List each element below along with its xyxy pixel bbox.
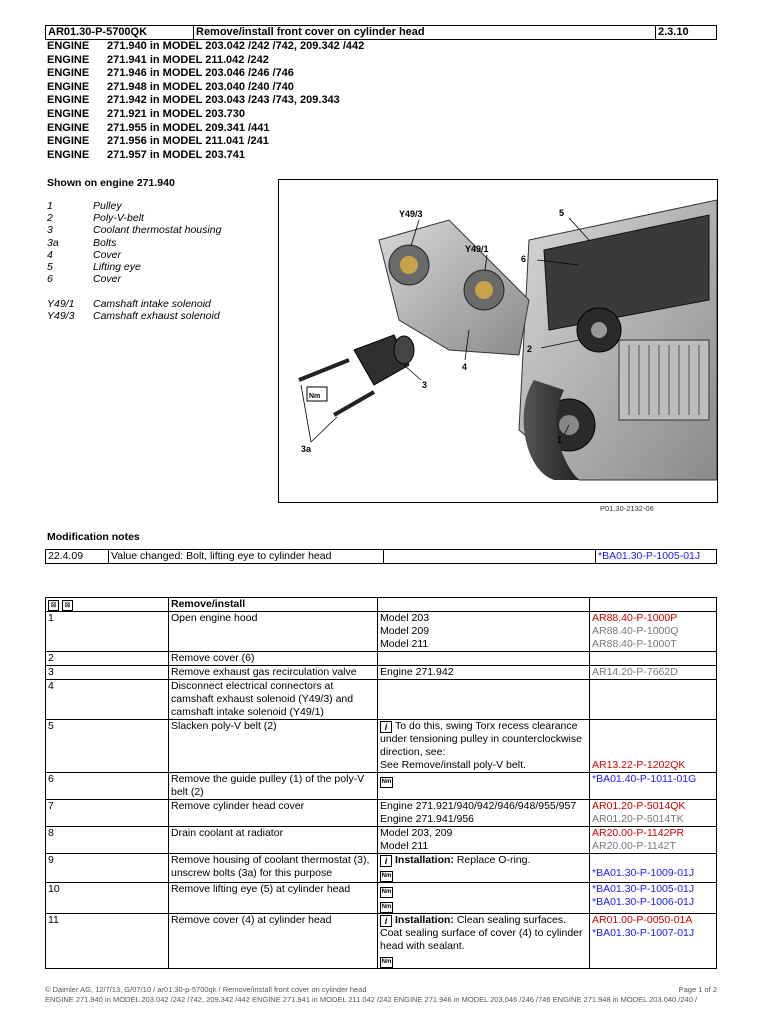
step-description: Remove exhaust gas recirculation valve [169,666,378,680]
reference-line [592,914,714,927]
mod-date: 22.4.09 [46,550,109,564]
reference-link[interactable]: AR88.40-P-1000P [592,612,678,624]
engine-label: ENGINE [47,53,90,66]
legend-text: Camshaft intake solenoid [93,297,211,310]
step-details [378,914,590,969]
detail-text: Engine 271.921/940/942/946/948/955/957 [380,800,577,812]
legend-text: Camshaft exhaust solenoid [93,309,220,322]
detail-text: See Remove/install poly-V belt. [380,759,526,771]
legend-item [47,261,221,273]
detail-text: Model 203 [380,612,430,624]
legend-text: Poly-V-belt [93,212,144,225]
step-details [378,800,590,827]
step-description: Remove cover (6) [169,652,378,666]
reference-line [592,800,714,813]
engine-models: 271.957 in MODEL 203.741 [107,148,245,161]
detail-text: Model 203, 209 [380,827,453,839]
detail-text: Model 211 [380,840,429,852]
modification-table [45,549,717,564]
detail-line [380,625,587,638]
reference-line [592,867,714,880]
step-description: Disconnect electrical connectors at camshaft exhaust solenoid (Y49/3) and camshaft intake solenoid (Y49/1) [169,680,378,720]
detail-line [380,773,587,788]
step-number: 10 [46,883,169,914]
table-row [46,800,717,827]
step-details [378,666,590,680]
engine-row [47,67,364,81]
reference-link[interactable]: AR20.00-P-1142T [592,840,676,852]
step-references [590,612,717,652]
reference-line [592,773,714,786]
detail-line [380,953,587,968]
reference-link[interactable]: *BA01.30-P-1005-01J [592,883,695,895]
legend-text: Bolts [93,236,117,249]
legend-item [47,200,221,212]
label-3a: 3a [301,444,312,454]
page-footer [45,985,717,1005]
legend-key: 3a [47,236,59,249]
engine-label: ENGINE [47,135,90,148]
label-1: 1 [557,435,563,445]
detail-text: To do this, swing Torx recess clearance under tensioning pulley in counterclockwise direction, see: [380,720,582,758]
label-6: 6 [521,254,527,264]
engine-models: 271.948 in MODEL 203.040 /240 /740 [107,80,294,93]
step-details [378,827,590,854]
step-description: Slacken poly-V belt (2) [169,720,378,773]
step-details [378,854,590,883]
engine-label: ENGINE [47,94,90,107]
step-number: 11 [46,914,169,969]
reference-line [592,638,714,651]
table-row [46,827,717,854]
doc-id: AR01.30-P-5700QK [46,26,194,40]
step-references [590,854,717,883]
detail-line [380,898,587,913]
engine-label: ENGINE [47,40,90,52]
detail-text: Model 211 [380,638,429,650]
engine-models: 271.941 in MODEL 211.042 /242 [107,53,269,66]
info-icon: i [380,855,392,867]
engine-row [47,122,364,136]
detail-line [380,612,587,625]
step-number: 9 [46,854,169,883]
reference-link[interactable]: AR88.40-P-1000Q [592,625,679,637]
step-number: 3 [46,666,169,680]
step-details [378,612,590,652]
label-5: 5 [559,208,565,218]
detail-text: Model 209 [380,625,430,637]
detail-bold: Installation: [395,914,454,926]
tool-icon: ⊠ [62,600,73,611]
step-references [590,827,717,854]
engine-models: 271.956 in MODEL 211.041 /241 [107,135,269,148]
engine-row [47,108,364,122]
reference-line [592,759,714,772]
step-number: 1 [46,612,169,652]
reference-line [592,883,714,896]
reference-link[interactable]: AR88.40-P-1000T [592,638,677,650]
label-3: 3 [422,380,428,390]
step-description: Open engine hood [169,612,378,652]
step-references [590,773,717,800]
legend-item [47,212,221,224]
doc-title: Remove/install front cover on cylinder head [194,26,656,40]
engine-label: ENGINE [47,148,90,161]
section-number: 2.3.10 [656,26,717,40]
engine-illustration [279,180,717,502]
reference-link[interactable]: AR13.22-P-1202QK [592,759,686,771]
detail-line [380,759,587,772]
engine-row [47,94,364,108]
reference-link[interactable]: *BA01.30-P-1007-01J [592,927,695,939]
legend-item [47,224,221,236]
legend-key: Y49/1 [47,297,75,310]
engine-models: 271.955 in MODEL 209.341 /441 [107,121,270,134]
legend-item [47,249,221,261]
legend-key: Y49/3 [47,309,75,322]
step-references [590,666,717,680]
engine-row [47,135,364,149]
step-details [378,773,590,800]
step-number: 2 [46,652,169,666]
reference-link[interactable]: AR01.20-P-5014QK [592,800,686,812]
page-number: Page 1 of 2 [678,985,717,994]
engine-row [47,149,364,163]
engine-row [47,40,364,54]
engine-label: ENGINE [47,67,90,80]
step-references [590,800,717,827]
torque-icon: Nm [380,902,393,913]
detail-line [380,666,587,679]
detail-line [380,867,587,882]
table-row [46,773,717,800]
engine-models: 271.940 in MODEL 203.042 /242 /742, 209.342 /442 [107,40,365,52]
detail-text: Replace O-ring. [453,854,531,866]
label-4: 4 [462,362,468,372]
torque-icon: Nm [380,957,393,968]
info-icon: i [380,915,392,927]
reference-line [592,896,714,909]
step-number: 7 [46,800,169,827]
detail-text: Engine 271.941/956 [380,813,475,825]
legend-item [47,273,221,285]
reference-line [592,720,714,759]
table-row [46,680,717,720]
torque-icon: Nm [380,887,393,898]
legend-key: 3 [47,224,53,237]
legend-text: Cover [93,273,122,286]
shown-on-label: Shown on engine 271.940 [47,177,175,189]
legend-text: Cover [93,248,122,261]
reference-link[interactable]: *BA01.30-P-1009-01J [592,867,695,879]
engine-models: 271.946 in MODEL 203.046 /246 /746 [107,67,294,80]
detail-line [380,827,587,840]
reference-line [592,612,714,625]
detail-line [380,914,587,953]
step-references [590,652,717,666]
step-number: 8 [46,827,169,854]
detail-bold: Installation: [395,854,454,866]
modification-notes-title: Modification notes [47,531,140,543]
detail-line [380,813,587,826]
label-y49-3: Y49/3 [399,209,423,219]
engine-models: 271.921 in MODEL 203.730 [107,107,245,120]
engine-label: ENGINE [47,121,90,134]
detail-text: Engine 271.942 [380,666,454,678]
legend-item [47,237,221,249]
step-number: 4 [46,680,169,720]
reference-line [592,625,714,638]
reference-line [592,666,714,679]
step-details [378,652,590,666]
step-references [590,680,717,720]
detail-line [380,840,587,853]
legend-key: 2 [47,212,53,225]
step-description: Remove cylinder head cover [169,800,378,827]
legend-key: 4 [47,248,53,261]
mod-ref-link[interactable]: *BA01.30-P-1005-01J [596,550,717,564]
detail-line [380,800,587,813]
step-references [590,883,717,914]
tool-icon: ⊠ [48,600,59,611]
reference-link[interactable]: AR20.00-P-1142PR [592,827,685,839]
table-row [46,854,717,883]
table-row [46,720,717,773]
reference-line [592,854,714,867]
reference-link[interactable]: *BA01.40-P-1011-01G [592,773,697,785]
table-row [46,914,717,969]
engine-models: 271.942 in MODEL 203.043 /243 /743, 209.343 [107,94,340,107]
detail-line [380,720,587,759]
step-description: Drain coolant at radiator [169,827,378,854]
step-references [590,914,717,969]
nm-symbol: Nm [309,393,321,400]
step-details [378,720,590,773]
header-table [45,25,717,40]
engine-label: ENGINE [47,80,90,93]
engine-row [47,54,364,68]
step-details [378,680,590,720]
engine-label: ENGINE [47,107,90,120]
reference-link[interactable]: AR14.20-P-7662D [592,666,678,678]
torque-icon: Nm [380,871,393,882]
reference-line [592,813,714,826]
legend-key: 5 [47,261,53,274]
procedure-header-row [46,598,717,612]
legend-text: Coolant thermostat housing [93,224,222,237]
footer-line-1: © Daimler AG, 12/7/13, G/07/10 / ar01.30-p-5700qk / Remove/install front cover on cylinder head [45,985,367,994]
table-row [46,612,717,652]
label-y49-1: Y49/1 [465,244,489,254]
figure-reference: P01.30-2132-06 [600,504,654,513]
legend-key: 1 [47,200,53,212]
step-number: 5 [46,720,169,773]
engine-list [47,40,364,162]
info-icon: i [380,721,392,733]
step-references [590,720,717,773]
table-row [46,652,717,666]
reference-line [592,840,714,853]
step-description: Remove lifting eye (5) at cylinder head [169,883,378,914]
reference-line [592,827,714,840]
legend-item [47,285,221,297]
footer-line-2: ENGINE 271.940 in MODEL 203.042 /242 /742, 209.342 /442 ENGINE 271.941 in MODEL 211.042 /242 ENGINE 271.946 in MODEL 203.046 /246 /746 ENGINE 271.948 in MODEL 203.040 /240 / [45,995,698,1004]
table-row [46,883,717,914]
reference-link[interactable]: AR01.00-P-0050-01A [592,914,693,926]
detail-text: Clean sealing surfaces. Coat sealing surface of cover (4) to cylinder head with sealant. [380,914,583,952]
legend-item [47,298,221,310]
step-description: Remove cover (4) at cylinder head [169,914,378,969]
figure-legend [47,200,221,322]
detail-line [380,883,587,898]
step-details [378,883,590,914]
reference-link[interactable]: AR01.20-P-5014TK [592,813,684,825]
detail-line [380,854,587,867]
mod-text: Value changed: Bolt, lifting eye to cylinder head [109,550,384,564]
legend-item [47,310,221,322]
step-number: 6 [46,773,169,800]
torque-icon: Nm [380,777,393,788]
reference-link[interactable]: *BA01.30-P-1006-01J [592,896,695,908]
engine-figure [278,179,718,503]
label-2: 2 [527,344,533,354]
detail-line [380,638,587,651]
procedure-header-label: Remove/install [169,598,378,612]
step-description: Remove the guide pulley (1) of the poly-V belt (2) [169,773,378,800]
reference-line [592,927,714,940]
table-row [46,666,717,680]
legend-text: Pulley [93,200,122,212]
engine-row [47,81,364,95]
legend-text: Lifting eye [93,261,141,274]
procedure-table [45,597,717,969]
step-description: Remove housing of coolant thermostat (3), unscrew bolts (3a) for this purpose [169,854,378,883]
legend-key: 6 [47,273,53,286]
